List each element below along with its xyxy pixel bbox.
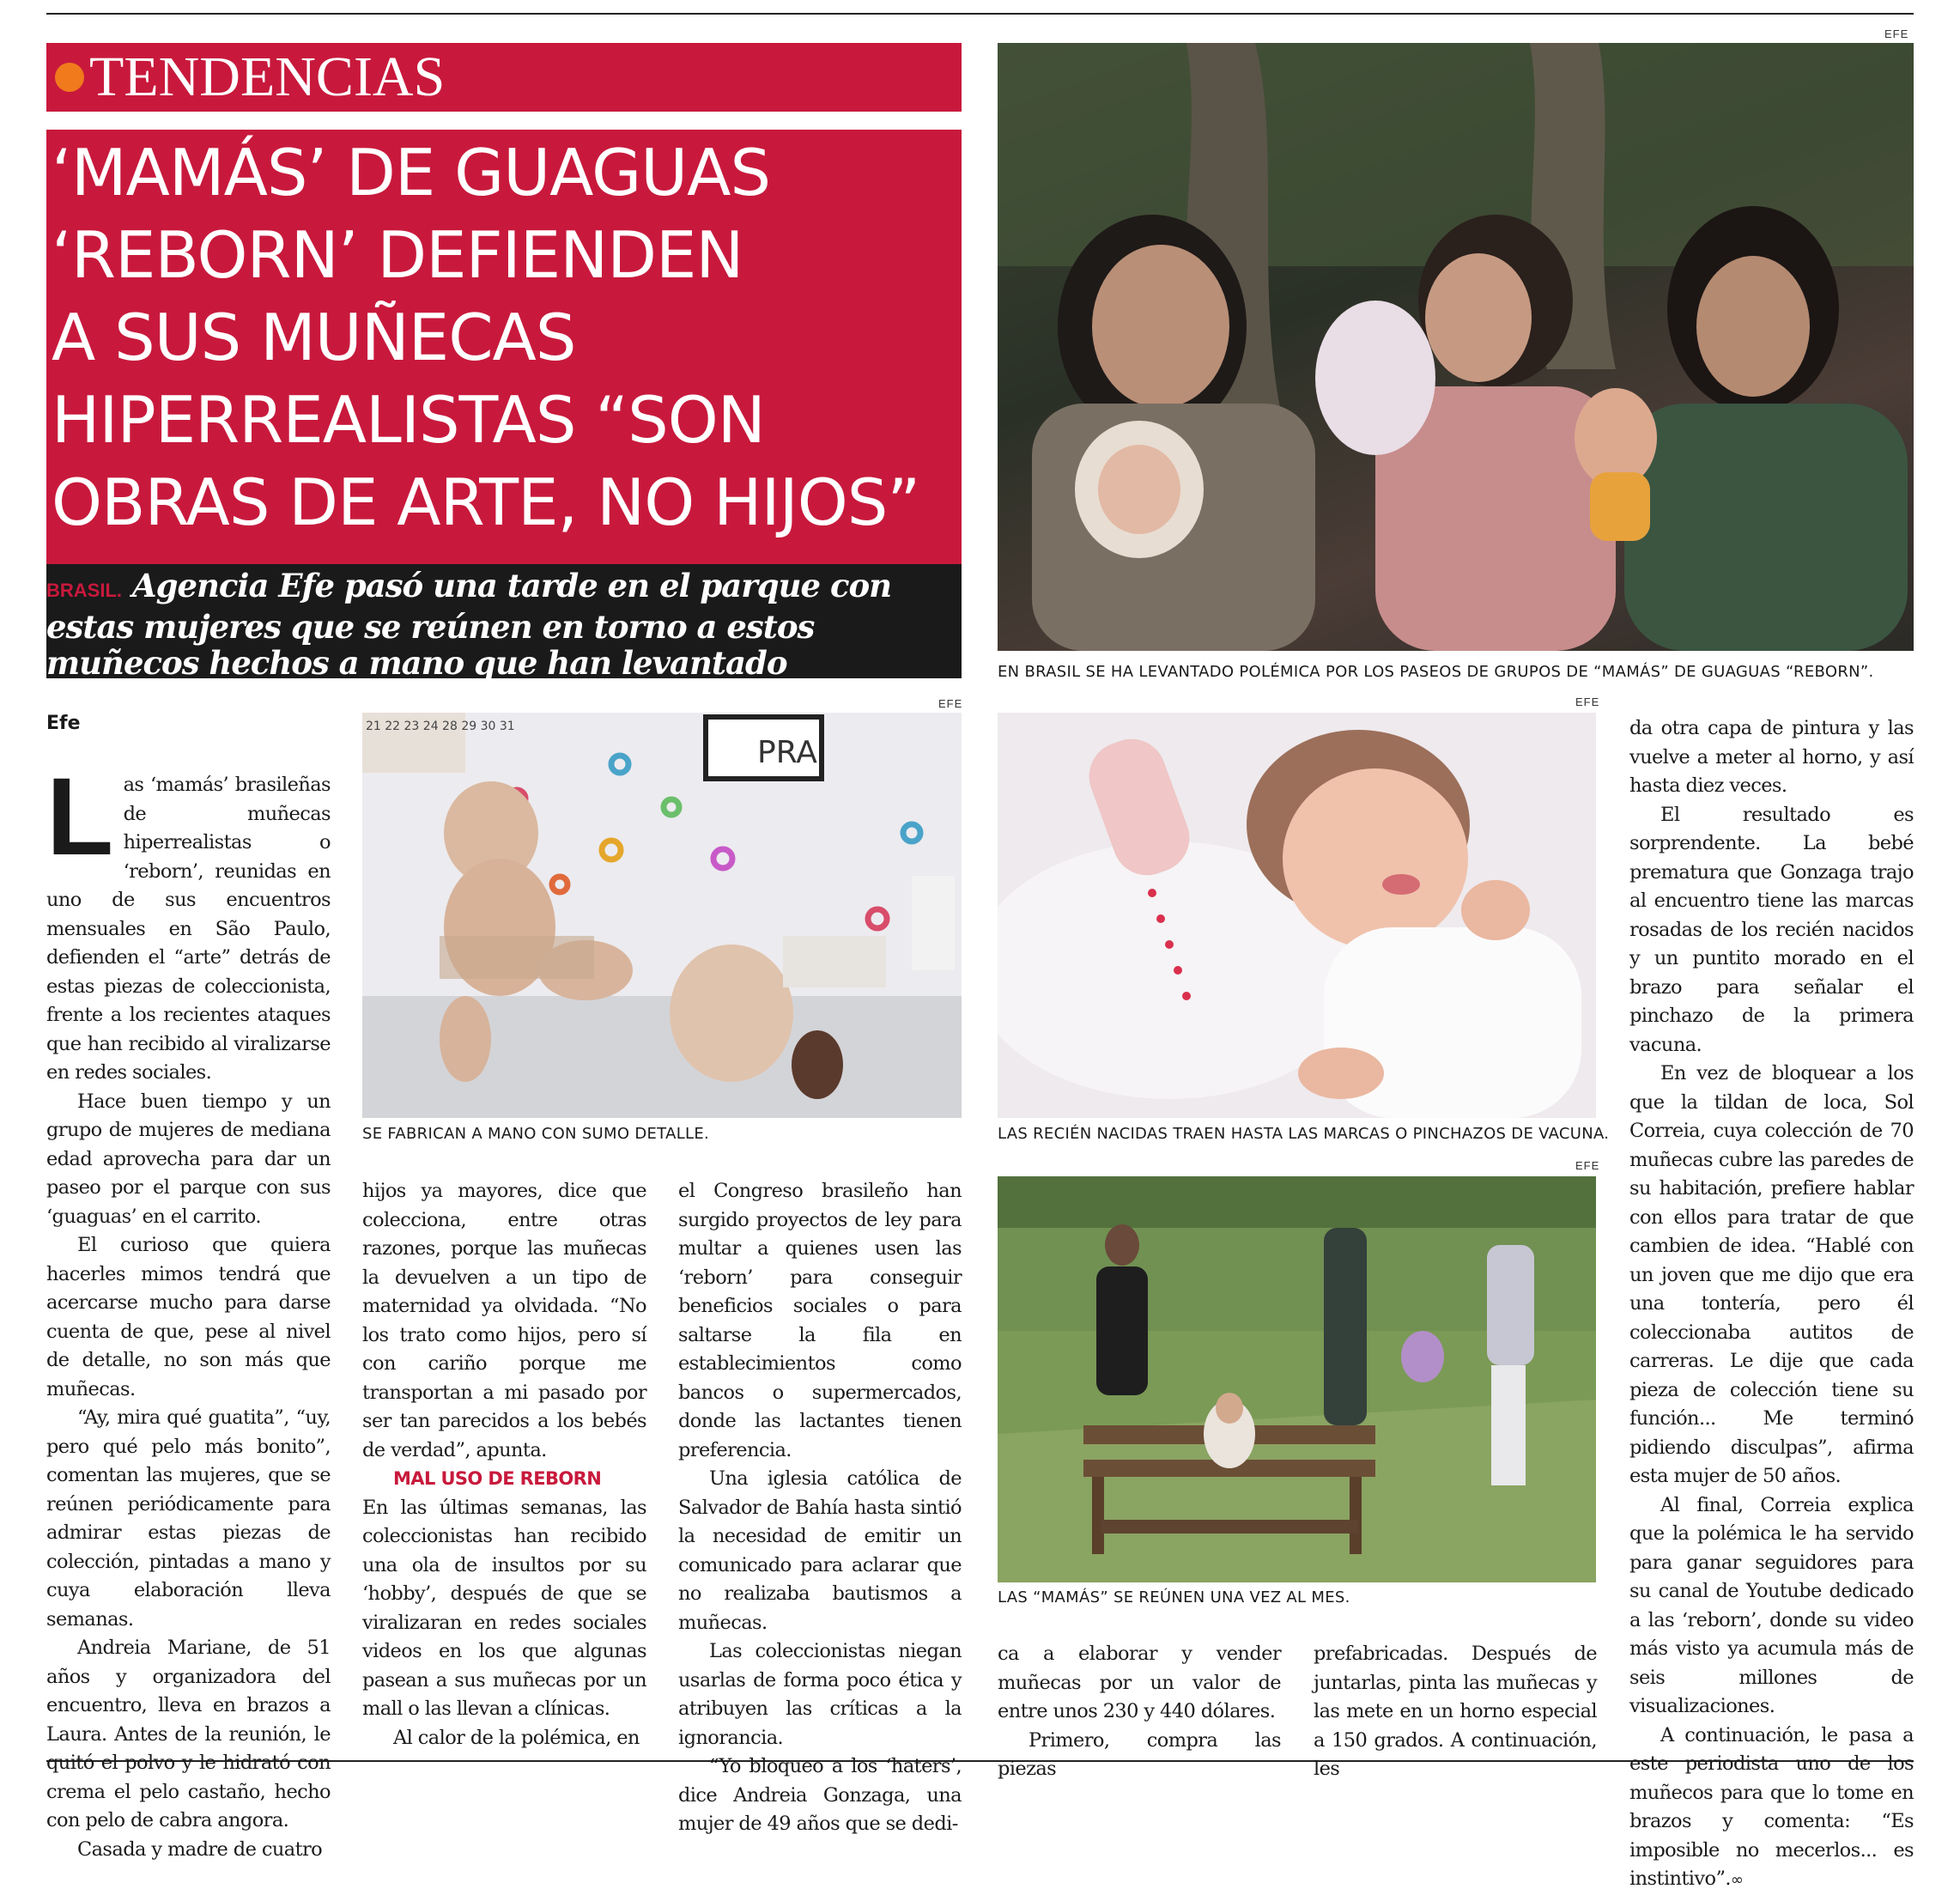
main-photo-scene [998,43,1914,651]
headline-box [46,130,962,564]
workshop-photo-credit: EFE [938,697,963,710]
body-col1-p1: Las ‘mamás’ brasileñas de muñecas hiperrealistas o ‘reborn’, reunidas en uno de sus encuentros mensuales en São Paulo, defienden el “arte” detrás de estas piezas de coleccionista, frente a los recientes ataques que han recibido al viralizarse en redes sociales. [46,756,331,1084]
body-column-1 [46,756,331,1864]
subhead: MAL USO DE REBORN [393,1468,602,1489]
newborn-photo-caption: LAS RECIÉN NACIDAS TRAEN HASTA LAS MARCAS O PINCHAZOS DE VACUNA. [998,1125,1610,1143]
body-column-2 [362,1177,646,1752]
top-rule [46,13,1914,15]
body-column-5 [1314,1640,1597,1784]
main-photo-credit: EFE [1884,27,1909,40]
section-title: TENDENCIAS [89,46,446,108]
workshop-sign: PRA [757,735,817,770]
body-col3-p1: el Congreso brasileño han surgido proyectos de ley para multar a quienes usen las ‘reborn’ para conseguir beneficios sociales o para saltarse la fila en establecimientos como bancos o supermercados, donde las lactantes tienen preferencia. [678,1180,962,1461]
main-photo [998,43,1914,651]
lede-kicker: BRASIL. [46,580,122,601]
body-col1-p3: El curioso que quiera hacerles mimos tendrá que acercarse mucho para darse cuenta de que, pese al nivel de detalle, no son más que muñecas. [46,1234,331,1400]
body-column-6 [1629,714,1914,1895]
body-column-3 [678,1177,962,1839]
park-photo-caption: LAS “MAMÁS” SE REÚNEN UNA VEZ AL MES. [998,1588,1350,1606]
body-col5-p1: prefabricadas. Después de juntarlas, pinta las muñecas y las mete en un horno especial a 150 grados. A continuación, les [1314,1643,1597,1780]
park-photo-credit: EFE [1575,1159,1600,1172]
section-banner [46,43,962,112]
byline: Efe [46,713,81,734]
body-col6-p1: da otra capa de pintura y las vuelve a meter al horno, y así hasta diez veces. [1629,717,1914,797]
main-photo-caption: EN BRASIL SE HA LEVANTADO POLÉMICA POR LOS PASEOS DE GRUPOS DE “MAMÁS” DE GUAGUAS “REBORN”. [998,663,1874,681]
body-col6-p5: A continuación, le pasa a este periodista uno de los muñecos para que lo tome en brazos y comenta: “Es imposible no mecerlos... es instintivo”.∞ [1629,1723,1914,1890]
body-col6-p4: Al final, Correia explica que la polémica le ha servido para ganar seguidores para su canal de Youtube dedicado a las ‘reborn’, donde su video más visto ya acumula más de seis millones de visualizaciones. [1629,1493,1914,1717]
park-scene [998,1176,1596,1582]
end-mark-icon: ∞ [1730,1871,1744,1889]
drop-cap: L [46,756,113,878]
headline: ‘MAMÁS’ DE GUAGUAS ‘REBORN’ DEFIENDEN A SUS MUÑECAS HIPERREALISTAS “SON OBRAS DE ARTE, NO HIJOS” [52,135,920,540]
body-col1-p4: “Ay, mira qué guatita”, “uy, pero qué pelo más bonito”, comentan las mujeres, que se reúnen periódicamente para admirar estas piezas de colección, pintadas a mano y cuya elaboración lleva semanas. [46,1406,331,1631]
body-col2-p3: Al calor de la polémica, en [393,1726,640,1749]
body-col4-p1: ca a elaborar y vender muñecas por un valor de entre unos 230 y 440 dólares. [998,1643,1281,1722]
calendar-text: 21 22 23 24 28 29 30 31 [366,720,515,733]
body-col3-p4: “Yo bloqueo a los ‘haters’, dice Andreia Gonzaga, una mujer de 49 años que se dedi- [678,1755,962,1835]
body-col4-p2: Primero, compra las piezas [998,1728,1281,1780]
body-col1-p2: Hace buen tiempo y un grupo de mujeres de mediana edad aprovecha para dar un paseo por el parque con sus ‘guaguas’ en el carrito. [46,1090,331,1228]
section-dot-icon [55,63,84,92]
body-col2-p2: En las últimas semanas, las coleccionistas han recibido una ola de insultos por su ‘hobby’, después de que se viralizaran en redes sociales videos en los que algunas pasean a sus muñecas por un mall o las llevan a clínicas. [362,1496,646,1720]
workshop-scene [362,713,962,1118]
lede-text: Agencia Efe pasó una tarde en el parque con estas mujeres que se reúnen en torno a estos muñecos hechos a mano que han levantado polémica. [46,567,892,718]
body-col3-p2: Una iglesia católica de Salvador de Bahía hasta sintió la necesidad de emitir un comunicado para aclarar que no realizaba bautismos a muñecas. [678,1467,962,1634]
body-col1-p6: Casada y madre de cuatro [77,1837,323,1861]
newborn-scene [998,713,1596,1118]
park-photo [998,1176,1596,1582]
body-col6-p2: El resultado es sorprendente. La bebé prematura que Gonzaga trajo al encuentro tiene las marcas rosadas de los recién nacidos y un puntito morado en el brazo para señalar el pinchazo de la primera vacuna. [1629,803,1914,1056]
body-col6-p3: En vez de bloquear a los que la tildan de loca, Sol Correia, cuya colección de 70 muñecas cubre las paredes de su habitación, prefiere hablar con ellos para tratar de que cambien de idea. “Hablé con un joven que me dijo que era una tontería, pero él coleccionaba autitos de carreras. Le dije que cada pieza de colección tiene su función... Me terminó pidiendo disculpas”, afirma esta mujer de 50 años. [1629,1062,1914,1487]
workshop-photo-caption: SE FABRICAN A MANO CON SUMO DETALLE. [362,1125,710,1143]
body-col1-p5: Andreia Mariane, de 51 años y organizadora del encuentro, lleva en brazos a Laura. Antes de la reunión, le quitó el polvo y le hidrató con crema el pelo castaño, hecho con pelo de cabra angora. [46,1637,331,1831]
lede-box [46,564,962,718]
body-col3-p3: Las coleccionistas niegan usarlas de forma poco ética y atribuyen las críticas a la ignorancia. [678,1640,962,1749]
newborn-photo-credit: EFE [1575,695,1600,708]
workshop-photo [362,713,962,1118]
body-col2-p1: hijos ya mayores, dice que colecciona, entre otras razones, porque las muñecas la devuelven a un tipo de maternidad ya olvidada. “No los trato como hijos, pero sí con cariño porque me transportan a mi pasado por ser tan parecidos a los bebés de verdad”, apunta. [362,1180,646,1461]
newborn-photo [998,713,1596,1118]
body-column-4 [998,1640,1281,1784]
